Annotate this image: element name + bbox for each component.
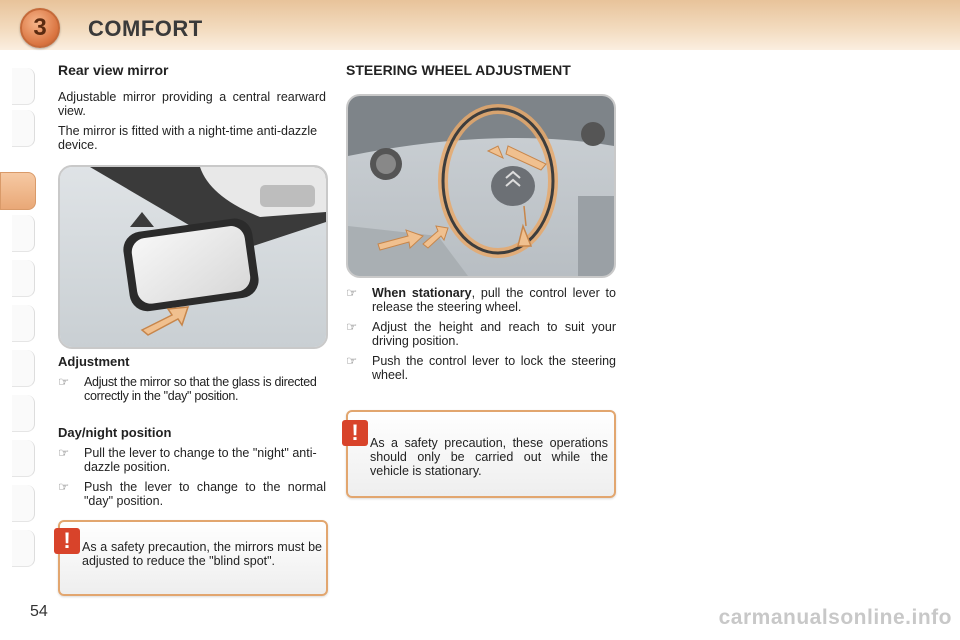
side-tab-active[interactable] — [0, 172, 36, 210]
section-title-rear-mirror: Rear view mirror — [58, 62, 169, 78]
daynight-item — [58, 446, 326, 474]
warning-text: As a safety precaution, these operations should only be carried out while the vehicle is stationary. — [370, 436, 608, 478]
warning-box-steering — [346, 410, 616, 498]
steering-step-text: Adjust the height and reach to suit your driving position. — [372, 320, 616, 348]
chapter-number-badge: 3 — [20, 8, 60, 48]
steering-step — [346, 286, 616, 314]
pointing-hand-icon: ☞ — [346, 320, 358, 334]
steering-step-text — [372, 286, 616, 314]
step-emphasis: When stationary — [372, 286, 472, 300]
side-tab[interactable] — [12, 68, 35, 105]
warning-text: As a safety precaution, the mirrors must be adjusted to reduce the "blind spot". — [82, 540, 322, 568]
page-number: 54 — [30, 603, 48, 620]
daynight-item — [58, 480, 326, 508]
adjustment-item — [58, 375, 326, 403]
side-tab[interactable] — [12, 440, 35, 477]
warning-box-mirror — [58, 520, 328, 596]
chapter-header — [0, 0, 960, 50]
steering-step — [346, 320, 616, 348]
adjustment-heading: Adjustment — [58, 354, 130, 369]
intro-paragraph: The mirror is fitted with a night-time anti-dazzle device. — [58, 124, 318, 152]
side-tab[interactable] — [12, 485, 35, 522]
side-tab[interactable] — [12, 395, 35, 432]
daynight-section — [58, 425, 326, 508]
daynight-text: Push the lever to change to the normal "day" position. — [84, 480, 326, 508]
side-tab[interactable] — [12, 215, 35, 252]
chapter-title: COMFORT — [88, 16, 203, 41]
step-rest: , pull the control lever to release the steering wheel. — [372, 286, 616, 314]
side-tabs — [0, 50, 36, 580]
side-tab[interactable] — [12, 350, 35, 387]
pointing-hand-icon: ☞ — [346, 354, 358, 368]
adjustment-text: Adjust the mirror so that the glass is directed correctly in the "day" position. — [84, 375, 317, 403]
side-tab[interactable] — [12, 530, 35, 567]
intro-paragraph: Adjustable mirror providing a central rearward view. — [58, 90, 326, 118]
warning-icon: ! — [54, 528, 80, 554]
warning-icon: ! — [342, 420, 368, 446]
steering-step-text: Push the control lever to lock the steering wheel. — [372, 354, 616, 382]
side-tab[interactable] — [12, 260, 35, 297]
watermark: carmanualsonline.info — [718, 606, 952, 629]
mirror-illustration — [58, 165, 328, 349]
side-tab[interactable] — [12, 305, 35, 342]
right-column — [346, 62, 616, 78]
side-tab[interactable] — [12, 110, 35, 147]
adjustment-section — [58, 354, 326, 403]
daynight-heading: Day/night position — [58, 425, 172, 440]
pointing-hand-icon: ☞ — [346, 286, 358, 300]
pointing-hand-icon: ☞ — [58, 375, 70, 389]
steering-step — [346, 354, 616, 382]
steering-wheel-illustration — [346, 94, 616, 278]
daynight-text: Pull the lever to change to the "night" anti-dazzle position. — [84, 446, 317, 474]
pointing-hand-icon: ☞ — [58, 480, 70, 494]
pointing-hand-icon: ☞ — [58, 446, 70, 460]
left-column — [58, 62, 326, 152]
steering-steps — [346, 280, 616, 382]
section-title-steering: STEERING WHEEL ADJUSTMENT — [346, 62, 571, 78]
